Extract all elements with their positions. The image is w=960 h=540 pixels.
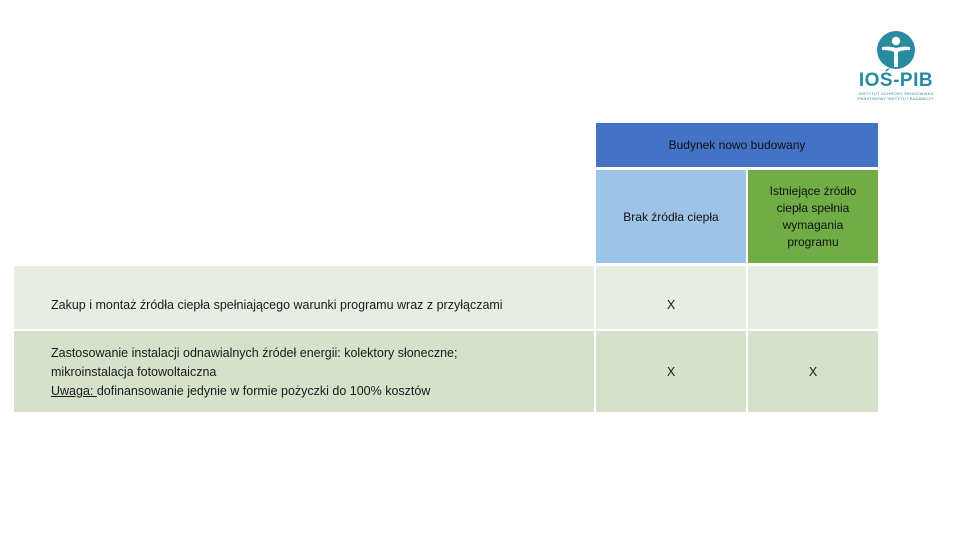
row-label-heat-source-purchase: Zakup i montaż źródła ciepła spełniającego warunki programu wraz z przyłączami <box>14 266 594 329</box>
logo-subtitle: INSTYTUT OCHRONY ŚRODOWISKA PAŃSTWOWY INSTYTUT BADAWCZY <box>858 91 934 101</box>
row1-col-b-mark <box>748 266 878 329</box>
logo-name: IOŚ-PIB <box>858 70 934 91</box>
row2-label-line1: Zastosowanie instalacji odnawialnych źródeł energii: kolektory słoneczne; <box>51 346 458 360</box>
row2-note-text: dofinansowanie jedynie w formie pożyczki do 100% kosztów <box>96 384 431 398</box>
row-label-renewable-energy <box>14 331 594 412</box>
row2-col-b-mark: X <box>748 331 878 412</box>
row2-note <box>51 382 594 401</box>
header-no-heat-source: Brak źródła ciepła <box>596 170 746 263</box>
header-existing-heat-source: Istniejące źródło ciepła spełnia wymagania programu <box>748 170 878 263</box>
row2-note-prefix: Uwaga: <box>51 384 97 398</box>
iospib-logo <box>852 30 940 106</box>
header-building-new: Budynek nowo budowany <box>596 123 878 167</box>
row1-col-a-mark: X <box>596 266 746 329</box>
row2-col-a-mark: X <box>596 331 746 412</box>
row2-label-line2: mikroinstalacja fotowoltaiczna <box>51 365 217 379</box>
logo-emblem-icon <box>873 30 919 70</box>
